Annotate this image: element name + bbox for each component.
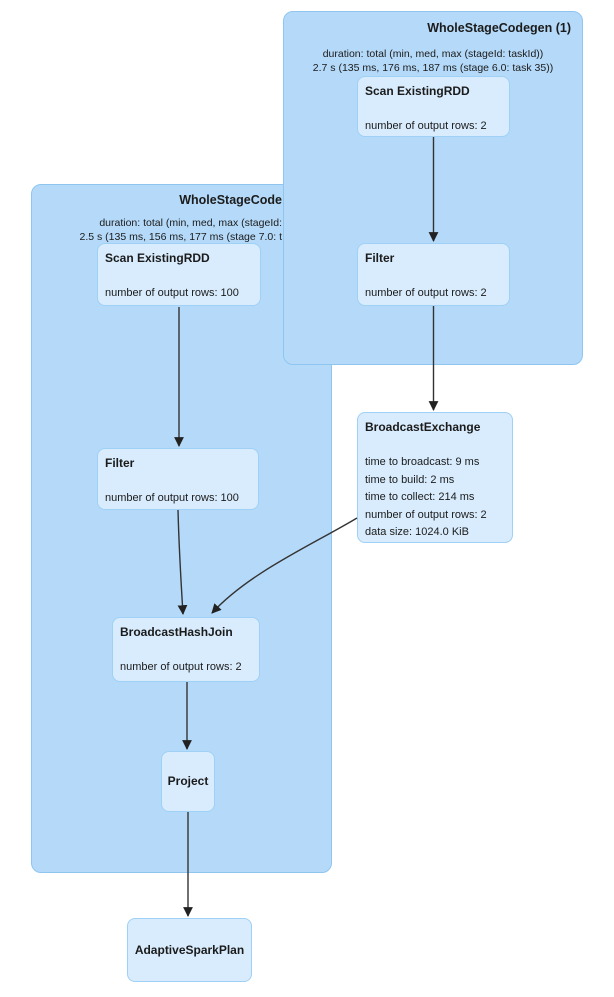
node-metric: number of output rows: 2 [365,508,487,521]
cluster-title: WholeStageCodegen (1) [427,21,571,35]
node-filter-2[interactable] [97,448,259,510]
node-title: BroadcastExchange [365,420,481,434]
node-adaptive-spark-plan[interactable] [127,918,252,982]
node-scan-existingrdd-1[interactable] [357,76,510,137]
node-title: Filter [105,456,135,470]
duration-value: 2.5 s (135 ms, 156 ms, 177 ms (stage 7.0: t [79,231,282,243]
cluster-title: WholeStageCode [179,193,282,207]
node-filter-1[interactable] [357,243,510,306]
node-title: Scan ExistingRDD [105,251,210,265]
node-metric: number of output rows: 2 [365,287,487,299]
node-metric: number of output rows: 2 [120,661,242,673]
node-broadcast-hash-join[interactable] [112,617,260,682]
cluster-duration [284,47,582,75]
node-metric: number of output rows: 100 [105,492,239,504]
node-project[interactable] [161,751,215,812]
node-title: BroadcastHashJoin [120,625,233,639]
node-metric: number of output rows: 2 [365,120,487,132]
node-broadcast-exchange[interactable] [357,412,513,543]
node-metric: data size: 1024.0 KiB [365,526,469,538]
duration-label: duration: total (min, med, max (stageId: taskId)) [322,48,544,60]
node-title: Filter [365,251,395,265]
node-scan-existingrdd-2[interactable] [97,243,261,306]
node-metric: number of output rows: 100 [105,287,239,299]
node-title: AdaptiveSparkPlan [134,942,245,957]
node-title: Scan ExistingRDD [365,84,470,98]
node-metric: time to broadcast: 9 ms [365,456,480,468]
node-title: Project [167,774,209,788]
node-metric: time to build: 2 ms [365,473,455,486]
cluster-wholestagecodegen-1 [283,11,583,365]
cluster-duration [79,216,282,244]
node-metric: time to collect: 214 ms [365,491,475,503]
duration-value: 2.7 s (135 ms, 176 ms, 187 ms (stage 6.0: task 35)) [312,62,554,74]
duration-label: duration: total (min, med, max (stageId: [99,217,282,229]
